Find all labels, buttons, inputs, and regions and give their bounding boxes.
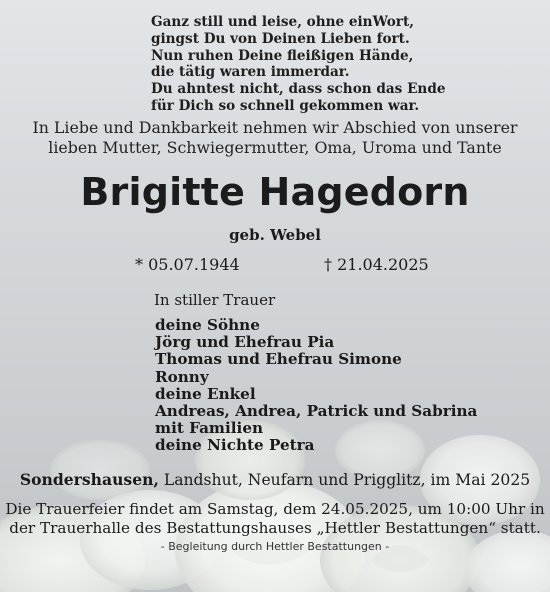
mourner-line: Thomas und Ehefrau Simone — [155, 350, 402, 369]
deceased-name: Brigitte Hagedorn — [80, 170, 470, 214]
place-city: Sondershausen, — [19, 470, 159, 489]
mourner-line: Jörg und Ehefrau Pia — [155, 333, 335, 352]
memorial-poem — [151, 14, 471, 115]
mourner-line: mit Familien — [155, 419, 264, 438]
poem-line: Ganz still und leise, ohne einWort, — [151, 14, 414, 30]
funeral-line: der Trauerhalle des Bestattungshauses „Hettler Bestattungen“ statt. — [9, 518, 541, 537]
undertaker-credit: - Begleitung durch Hettler Bestattungen - — [160, 540, 390, 553]
intro-line: In Liebe und Dankbarkeit nehmen wir Abschied von unserer — [32, 118, 518, 137]
intro-line: lieben Mutter, Schwiegermutter, Oma, Uroma und Tante — [48, 138, 502, 157]
poem-line: für Dich so schnell gekommen war. — [151, 97, 420, 114]
birth-date: * 05.07.1944 — [135, 255, 240, 274]
poem-line: Nun ruhen Deine fleißigen Hände, — [151, 47, 414, 64]
place-and-date — [0, 470, 550, 490]
funeral-line: Die Trauerfeier findet am Samstag, dem 24.05.2025, um 10:00 Uhr in — [5, 500, 545, 518]
death-date: † 21.04.2025 — [324, 255, 429, 274]
farewell-intro — [0, 118, 550, 158]
poem-line: die tätig waren immerdar. — [151, 64, 350, 81]
mourner-line: Ronny — [155, 367, 209, 386]
poem-line: gingst Du von Deinen Lieben fort. — [151, 30, 410, 47]
mourning-label: In stiller Trauer — [154, 291, 276, 309]
mourner-line: deine Enkel — [155, 384, 256, 403]
place-rest: Landshut, Neufarn und Prigglitz, im Mai 2025 — [158, 471, 531, 489]
mourner-line: Andreas, Andrea, Patrick und Sabrina — [155, 402, 478, 421]
maiden-name: geb. Webel — [229, 226, 321, 244]
mourners-list — [155, 317, 477, 455]
funeral-info — [0, 500, 550, 537]
poem-line: Du ahntest nicht, dass schon das Ende — [151, 81, 446, 98]
mourner-line: deine Söhne — [155, 316, 260, 334]
mourner-line: deine Nichte Petra — [155, 436, 315, 455]
